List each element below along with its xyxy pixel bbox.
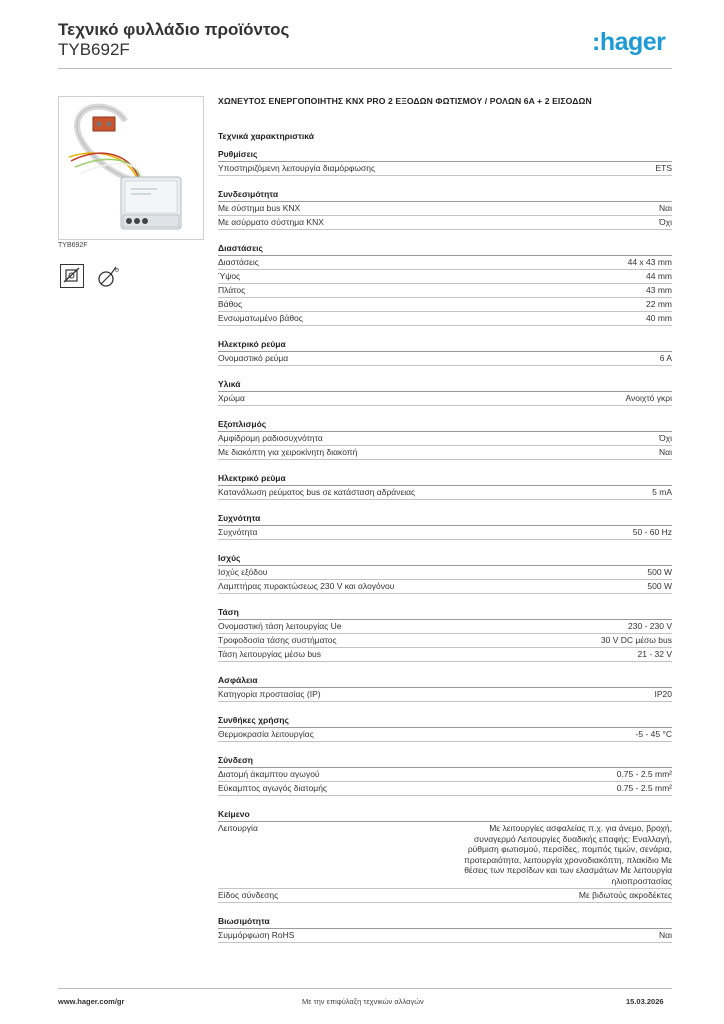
spec-value: 5 mA [652, 487, 672, 497]
svg-text:Θ: Θ [115, 268, 119, 274]
hager-logo[interactable]: :hager [592, 28, 666, 56]
spec-value: 500 W [647, 581, 672, 591]
spec-value: 22 mm [646, 299, 672, 309]
spec-section-title: Υλικά [218, 378, 672, 392]
spec-value: Ναι [659, 203, 672, 213]
spec-label: Πλάτος [218, 285, 246, 295]
spec-section [218, 674, 672, 702]
spec-label: Ισχύς εξόδου [218, 567, 268, 577]
spec-row [218, 162, 672, 176]
spec-row [218, 782, 672, 796]
spec-row [218, 486, 672, 500]
spec-value: 43 mm [646, 285, 672, 295]
document-header [58, 20, 289, 60]
spec-value: 44 mm [646, 271, 672, 281]
spec-row [218, 634, 672, 648]
spec-value: 0.75 - 2.5 mm² [616, 783, 672, 793]
spec-section [218, 418, 672, 460]
spec-label: Με ασύρματο σύστημα KNX [218, 217, 324, 227]
spec-value: Ναι [659, 447, 672, 457]
spec-row [218, 202, 672, 216]
spec-row [218, 284, 672, 298]
spec-section-title: Βιωσιμότητα [218, 915, 672, 929]
spec-value: Με λειτουργίες ασφαλείας π.χ. για άνεμο, βροχή, συναγερμό Λειτουργίες δυαδικής επαφής: Εναλλαγή, ρύθμιση φωτισμού, περσίδες, πομπός τιμών, σενάρια, προτεραιότητα, λειτουργία χρονοδιακόπτη, πλακίδιο Με θέσεις των περσίδων και των ελασμάτων Με λειτουργία ηλιοπροστασίας [463, 823, 672, 886]
spec-section-title: Εξοπλισμός [218, 418, 672, 432]
spec-section-title: Διαστάσεις [218, 242, 672, 256]
spec-section [218, 512, 672, 540]
spec-section [218, 242, 672, 326]
document-title: Τεχνικό φυλλάδιο προϊόντος [58, 20, 290, 39]
spec-label: Διαστάσεις [218, 257, 259, 267]
logo-text: hager [599, 28, 666, 56]
product-code: TYB692F [58, 40, 130, 59]
spec-row [218, 648, 672, 662]
lamp-switch-symbol-icon [96, 264, 120, 288]
spec-label: Αμφίδρομη ραδιοσυχνότητα [218, 433, 323, 443]
spec-label: Είδος σύνδεσης [218, 890, 279, 900]
spec-label: Ενσωματωμένο βάθος [218, 313, 303, 323]
spec-section-title: Ρυθμίσεις [218, 148, 672, 162]
spec-value: 6 A [659, 353, 672, 363]
product-image [58, 96, 204, 240]
spec-label: Βάθος [218, 299, 243, 309]
spec-row [218, 688, 672, 702]
spec-label: Υποστηριζόμενη λειτουργία διαμόρφωσης [218, 163, 376, 173]
spec-section-title: Συνδεσιμότητα [218, 188, 672, 202]
footer-website-link[interactable]: www.hager.com/gr [58, 997, 125, 1006]
spec-section [218, 188, 672, 230]
spec-label: Συχνότητα [218, 527, 258, 537]
footer-date: 15.03.2026 [626, 997, 664, 1006]
spec-section [218, 915, 672, 943]
spec-label: Τάση λειτουργίας μέσω bus [218, 649, 322, 659]
spec-label: Με διακόπτη για χειροκίνητη διακοπή [218, 447, 358, 457]
spec-value: Ανοιχτό γκρι [625, 393, 672, 403]
spec-section [218, 378, 672, 406]
specs-table [218, 148, 672, 955]
spec-label: Τροφοδοσία τάσης συστήματος [218, 635, 337, 645]
spec-label: Χρώμα [218, 393, 245, 403]
spec-label: Εύκαμπτος αγωγός διατομής [218, 783, 328, 793]
spec-section [218, 714, 672, 742]
flush-mount-symbol-icon [60, 264, 84, 288]
spec-row [218, 526, 672, 540]
spec-row [218, 256, 672, 270]
spec-row [218, 312, 672, 326]
spec-section-title: Σύνδεση [218, 754, 672, 768]
spec-row [218, 889, 672, 903]
spec-row [218, 270, 672, 284]
spec-section-title: Ηλεκτρικό ρεύμα [218, 338, 672, 352]
spec-row [218, 929, 672, 943]
spec-section [218, 808, 672, 903]
spec-value: 30 V DC μέσω bus [600, 635, 672, 645]
header-divider [58, 68, 672, 69]
spec-section [218, 606, 672, 662]
spec-row [218, 298, 672, 312]
spec-section-title: Ισχύς [218, 552, 672, 566]
spec-section [218, 552, 672, 594]
spec-label: Κατανάλωση ρεύματος bus σε κατάσταση αδράνειας [218, 487, 416, 497]
footer-divider [58, 988, 672, 989]
spec-value: 40 mm [646, 313, 672, 323]
spec-value: 230 - 230 V [628, 621, 672, 631]
spec-section-title: Συνθήκες χρήσης [218, 714, 672, 728]
spec-row [218, 216, 672, 230]
spec-value: Όχι [659, 433, 672, 443]
spec-label: Λαμπτήρας πυρακτώσεως 230 V και αλογόνου [218, 581, 395, 591]
spec-section [218, 754, 672, 796]
spec-label: Ύψος [218, 271, 241, 281]
spec-label: Με σύστημα bus KNX [218, 203, 301, 213]
spec-row [218, 822, 672, 889]
spec-value: ETS [655, 163, 672, 173]
spec-section-title: Συχνότητα [218, 512, 672, 526]
spec-value: 50 - 60 Hz [632, 527, 672, 537]
tech-specs-heading: Τεχνικά χαρακτηριστικά [218, 131, 314, 141]
spec-row [218, 768, 672, 782]
spec-value: 21 - 32 V [637, 649, 672, 659]
spec-row [218, 566, 672, 580]
spec-row [218, 352, 672, 366]
spec-label: Θερμοκρασία λειτουργίας [218, 729, 314, 739]
spec-row [218, 446, 672, 460]
spec-value: IP20 [654, 689, 672, 699]
spec-label: Διατομή άκαμπτου αγωγού [218, 769, 320, 779]
spec-value: Με βιδωτούς ακροδέκτες [578, 890, 672, 900]
spec-section [218, 338, 672, 366]
spec-value: 0.75 - 2.5 mm² [616, 769, 672, 779]
image-caption: TYB692F [58, 242, 88, 249]
spec-row [218, 580, 672, 594]
spec-label: Ονομαστικό ρεύμα [218, 353, 289, 363]
spec-value: 44 x 43 mm [627, 257, 672, 267]
spec-value: Ναι [659, 930, 672, 940]
spec-value: Όχι [659, 217, 672, 227]
spec-section-title: Ηλεκτρικό ρεύμα [218, 472, 672, 486]
spec-label: Ονομαστική τάση λειτουργίας Ue [218, 621, 342, 631]
spec-section-title: Ασφάλεια [218, 674, 672, 688]
spec-section-title: Τάση [218, 606, 672, 620]
spec-label: Λειτουργία [218, 823, 258, 833]
spec-value: -5 - 45 °C [635, 729, 672, 739]
spec-section [218, 148, 672, 176]
spec-section-title: Κείμενο [218, 808, 672, 822]
spec-label: Συμμόρφωση RoHS [218, 930, 295, 940]
spec-row [218, 392, 672, 406]
product-title: ΧΩΝΕΥΤΟΣ ΕΝΕΡΓΟΠΟΙΗΤΗΣ KNX PRO 2 ΕΞΟΔΩΝ ΦΩΤΙΣΜΟΥ / ΡΟΛΩΝ 6A + 2 ΕΙΣΟΔΩΝ [218, 96, 592, 106]
footer-disclaimer: Με την επιφύλαξη τεχνικών αλλαγών [302, 997, 424, 1006]
spec-row [218, 728, 672, 742]
spec-row [218, 432, 672, 446]
spec-row [218, 620, 672, 634]
spec-label: Κατηγορία προστασίας (IP) [218, 689, 321, 699]
spec-value: 500 W [647, 567, 672, 577]
spec-section [218, 472, 672, 500]
